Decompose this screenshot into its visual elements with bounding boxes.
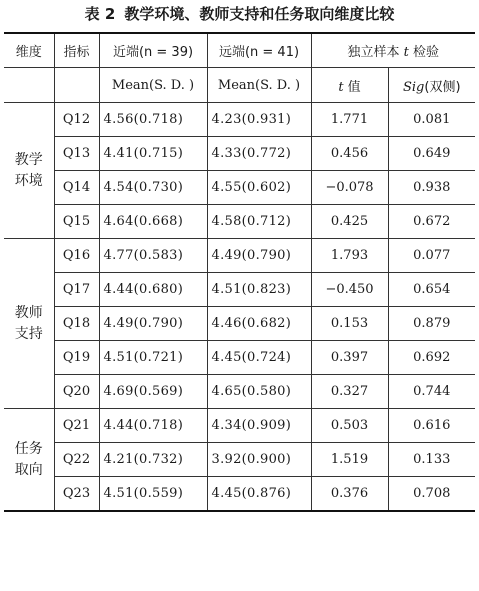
t-value-cell: 0.327 bbox=[311, 375, 388, 409]
table-row bbox=[4, 477, 475, 512]
table-caption bbox=[0, 3, 479, 27]
t-value-cell: 0.503 bbox=[311, 409, 388, 443]
table-row bbox=[4, 205, 475, 239]
indicator-cell: Q23 bbox=[54, 477, 99, 512]
t-value-cell: 0.376 bbox=[311, 477, 388, 512]
near-mean-cell: 4.77(0.583) bbox=[99, 239, 207, 273]
header-sig-var: Sig bbox=[402, 79, 425, 95]
sig-value-cell: 0.649 bbox=[388, 137, 475, 171]
table-row bbox=[4, 273, 475, 307]
comparison-table bbox=[4, 32, 475, 512]
t-value-cell: −0.078 bbox=[311, 171, 388, 205]
t-value-cell: 0.456 bbox=[311, 137, 388, 171]
near-mean-cell: 4.49(0.790) bbox=[99, 307, 207, 341]
far-mean-cell: 4.46(0.682) bbox=[207, 307, 311, 341]
far-mean-cell: 4.49(0.790) bbox=[207, 239, 311, 273]
table-row bbox=[4, 239, 475, 273]
far-mean-cell: 4.55(0.602) bbox=[207, 171, 311, 205]
dimension-label-line1: 教师 bbox=[14, 304, 43, 321]
near-mean-cell: 4.69(0.569) bbox=[99, 375, 207, 409]
near-mean-cell: 4.51(0.559) bbox=[99, 477, 207, 512]
dimension-label-line1: 任务 bbox=[14, 440, 43, 457]
header-t-test-var: t bbox=[403, 45, 409, 60]
table-title: 教学环境、教师支持和任务取向维度比较 bbox=[124, 5, 395, 23]
near-mean-cell: 4.51(0.721) bbox=[99, 341, 207, 375]
header-t-test bbox=[311, 33, 475, 68]
header-mean-far: Mean(S. D. ) bbox=[207, 68, 311, 103]
far-mean-cell: 4.58(0.712) bbox=[207, 205, 311, 239]
t-value-cell: 0.425 bbox=[311, 205, 388, 239]
indicator-cell: Q15 bbox=[54, 205, 99, 239]
indicator-cell: Q20 bbox=[54, 375, 99, 409]
header-sig bbox=[388, 68, 475, 103]
table-row bbox=[4, 137, 475, 171]
header-t-label: 值 bbox=[343, 79, 361, 95]
t-value-cell: 1.771 bbox=[311, 103, 388, 137]
far-mean-cell: 4.65(0.580) bbox=[207, 375, 311, 409]
indicator-cell: Q19 bbox=[54, 341, 99, 375]
table-row bbox=[4, 375, 475, 409]
indicator-cell: Q21 bbox=[54, 409, 99, 443]
header-dimension-blank bbox=[4, 68, 54, 103]
sig-value-cell: 0.672 bbox=[388, 205, 475, 239]
dimension-cell bbox=[4, 239, 54, 409]
sig-value-cell: 0.879 bbox=[388, 307, 475, 341]
near-mean-cell: 4.64(0.668) bbox=[99, 205, 207, 239]
indicator-cell: Q18 bbox=[54, 307, 99, 341]
header-row-primary bbox=[4, 33, 475, 68]
indicator-cell: Q22 bbox=[54, 443, 99, 477]
sig-value-cell: 0.654 bbox=[388, 273, 475, 307]
t-value-cell: 1.519 bbox=[311, 443, 388, 477]
far-mean-cell: 4.45(0.724) bbox=[207, 341, 311, 375]
dimension-label-line1: 教学 bbox=[14, 151, 43, 168]
sig-value-cell: 0.744 bbox=[388, 375, 475, 409]
header-dimension: 维度 bbox=[4, 33, 54, 68]
indicator-cell: Q12 bbox=[54, 103, 99, 137]
t-value-cell: 1.793 bbox=[311, 239, 388, 273]
table-row bbox=[4, 171, 475, 205]
table-number: 表 2 bbox=[84, 5, 116, 23]
near-mean-cell: 4.56(0.718) bbox=[99, 103, 207, 137]
t-value-cell: −0.450 bbox=[311, 273, 388, 307]
dimension-label-line2: 环境 bbox=[14, 172, 43, 189]
far-mean-cell: 3.92(0.900) bbox=[207, 443, 311, 477]
far-mean-cell: 4.23(0.931) bbox=[207, 103, 311, 137]
near-mean-cell: 4.41(0.715) bbox=[99, 137, 207, 171]
indicator-cell: Q14 bbox=[54, 171, 99, 205]
header-t-test-suffix: 检验 bbox=[408, 45, 440, 60]
t-value-cell: 0.153 bbox=[311, 307, 388, 341]
near-mean-cell: 4.54(0.730) bbox=[99, 171, 207, 205]
sig-value-cell: 0.708 bbox=[388, 477, 475, 512]
far-mean-cell: 4.33(0.772) bbox=[207, 137, 311, 171]
indicator-cell: Q13 bbox=[54, 137, 99, 171]
near-mean-cell: 4.44(0.718) bbox=[99, 409, 207, 443]
dimension-cell bbox=[4, 409, 54, 512]
table-row bbox=[4, 307, 475, 341]
dimension-label-line2: 支持 bbox=[14, 325, 43, 342]
table-row bbox=[4, 443, 475, 477]
header-t-var: t bbox=[338, 79, 344, 95]
indicator-cell: Q16 bbox=[54, 239, 99, 273]
sig-value-cell: 0.616 bbox=[388, 409, 475, 443]
table-row bbox=[4, 409, 475, 443]
sig-value-cell: 0.692 bbox=[388, 341, 475, 375]
table-row bbox=[4, 341, 475, 375]
near-mean-cell: 4.44(0.680) bbox=[99, 273, 207, 307]
indicator-cell: Q17 bbox=[54, 273, 99, 307]
sig-value-cell: 0.077 bbox=[388, 239, 475, 273]
dimension-cell bbox=[4, 103, 54, 239]
table-row bbox=[4, 103, 475, 137]
far-mean-cell: 4.34(0.909) bbox=[207, 409, 311, 443]
far-mean-cell: 4.45(0.876) bbox=[207, 477, 311, 512]
header-t-test-prefix: 独立样本 bbox=[347, 45, 404, 60]
header-t-value bbox=[311, 68, 388, 103]
sig-value-cell: 0.133 bbox=[388, 443, 475, 477]
dimension-label-line2: 取向 bbox=[14, 461, 43, 478]
header-far: 远端(n = 41) bbox=[207, 33, 311, 68]
header-sig-label: (双侧) bbox=[424, 79, 461, 95]
t-value-cell: 0.397 bbox=[311, 341, 388, 375]
near-mean-cell: 4.21(0.732) bbox=[99, 443, 207, 477]
header-indicator: 指标 bbox=[54, 33, 99, 68]
header-indicator-blank bbox=[54, 68, 99, 103]
header-near: 近端(n = 39) bbox=[99, 33, 207, 68]
header-row-secondary bbox=[4, 68, 475, 103]
sig-value-cell: 0.081 bbox=[388, 103, 475, 137]
header-mean-near: Mean(S. D. ) bbox=[99, 68, 207, 103]
far-mean-cell: 4.51(0.823) bbox=[207, 273, 311, 307]
sig-value-cell: 0.938 bbox=[388, 171, 475, 205]
